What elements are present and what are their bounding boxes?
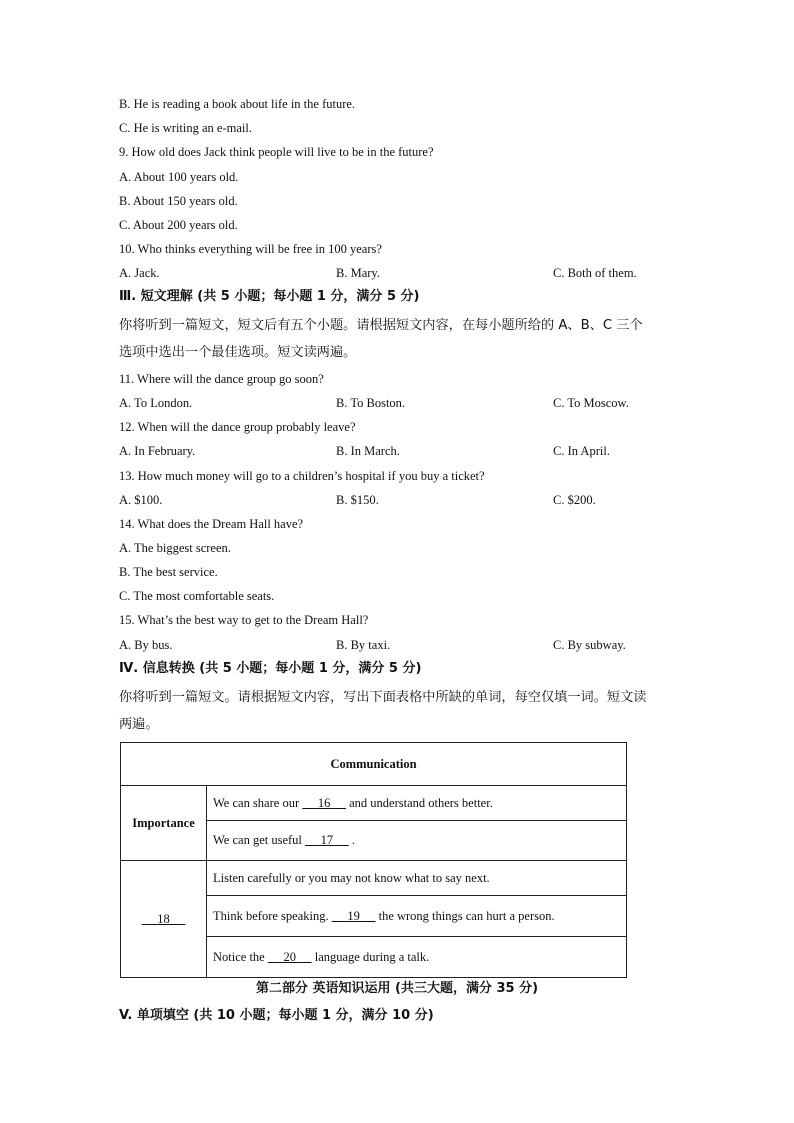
section4-instr-line1: 你将听到一篇短文。请根据短文内容，写出下面表格中所缺的单词，每空仅填一词。短文读 xyxy=(119,690,647,705)
section4-title: Ⅳ. 信息转换 (共 5 小题；每小题 1 分，满分 5 分) xyxy=(119,661,422,676)
q15-option-c: C. By subway. xyxy=(553,638,626,652)
q14-option-c: C. The most comfortable seats. xyxy=(119,589,275,603)
blank-20[interactable]: 20 xyxy=(283,949,296,964)
q15-question: 15. What’s the best way to get to the Dream Hall? xyxy=(119,613,369,627)
q12-option-a: A. In February. xyxy=(119,444,196,458)
table-row-20: Notice the 20 language during a talk. xyxy=(207,937,627,978)
section3-instr-line1: 你将听到一篇短文，短文后有五个小题。请根据短文内容，在每小题所给的 A、B、C 三个 xyxy=(119,318,643,333)
section4-instr-line2: 两遍。 xyxy=(119,717,159,732)
cell-18 xyxy=(121,861,207,978)
q10-option-b: B. Mary. xyxy=(336,266,380,280)
q11-option-a: A. To London. xyxy=(119,396,193,410)
blank-19[interactable]: 19 xyxy=(347,908,360,923)
q10-option-c: C. Both of them. xyxy=(553,266,637,280)
table-row-16: We can share our 16 and understand others better. xyxy=(207,786,627,821)
communication-table xyxy=(120,742,627,978)
q12-option-b: B. In March. xyxy=(336,444,400,458)
importance-label: Importance xyxy=(121,786,207,861)
q9-question: 9. How old does Jack think people will live to be in the future? xyxy=(119,145,434,159)
blank-17[interactable]: 17 xyxy=(320,833,334,847)
q15-option-b: B. By taxi. xyxy=(336,638,391,652)
q8-option-c: C. He is writing an e-mail. xyxy=(119,121,252,135)
q14-option-b: B. The best service. xyxy=(119,565,218,579)
table-title: Communication xyxy=(121,743,627,786)
section3-instr-line2: 选项中选出一个最佳选项。短文读两遍。 xyxy=(119,345,357,360)
q15-option-a: A. By bus. xyxy=(119,638,173,652)
q13-option-a: A. $100. xyxy=(119,493,163,507)
part2-title: 第二部分 英语知识运用 (共三大题，满分 35 分) xyxy=(255,981,539,996)
table-row-listen: Listen carefully or you may not know what to say next. xyxy=(207,861,627,896)
q13-question: 13. How much money will go to a children’s hospital if you buy a ticket? xyxy=(119,469,485,483)
section5-title: V. 单项填空 (共 10 小题；每小题 1 分，满分 10 分) xyxy=(119,1008,434,1023)
blank-18[interactable]: 18 xyxy=(157,911,170,926)
q13-option-c: C. $200. xyxy=(553,493,596,507)
q9-option-a: A. About 100 years old. xyxy=(119,170,239,184)
q14-option-a: A. The biggest screen. xyxy=(119,541,231,555)
q12-question: 12. When will the dance group probably leave? xyxy=(119,420,356,434)
table-row-17: We can get useful 17 . xyxy=(207,821,627,861)
section3-instructions xyxy=(119,312,679,366)
q11-question: 11. Where will the dance group go soon? xyxy=(119,372,324,386)
q10-option-a: A. Jack. xyxy=(119,266,160,280)
q13-option-b: B. $150. xyxy=(336,493,379,507)
q10-question: 10. Who thinks everything will be free in 100 years? xyxy=(119,242,382,256)
q11-option-b: B. To Boston. xyxy=(336,396,406,410)
q14-question: 14. What does the Dream Hall have? xyxy=(119,517,304,531)
blank-16[interactable]: 16 xyxy=(317,795,331,810)
q8-option-b: B. He is reading a book about life in the future. xyxy=(119,97,356,111)
q9-option-b: B. About 150 years old. xyxy=(119,194,238,208)
q9-option-c: C. About 200 years old. xyxy=(119,218,238,232)
table-row-19: Think before speaking. 19 the wrong things can hurt a person. xyxy=(207,896,627,937)
q11-option-c: C. To Moscow. xyxy=(553,396,629,410)
q12-option-c: C. In April. xyxy=(553,444,610,458)
section3-title: Ⅲ. 短文理解 (共 5 小题；每小题 1 分，满分 5 分) xyxy=(119,289,420,304)
section4-instructions xyxy=(119,684,679,738)
